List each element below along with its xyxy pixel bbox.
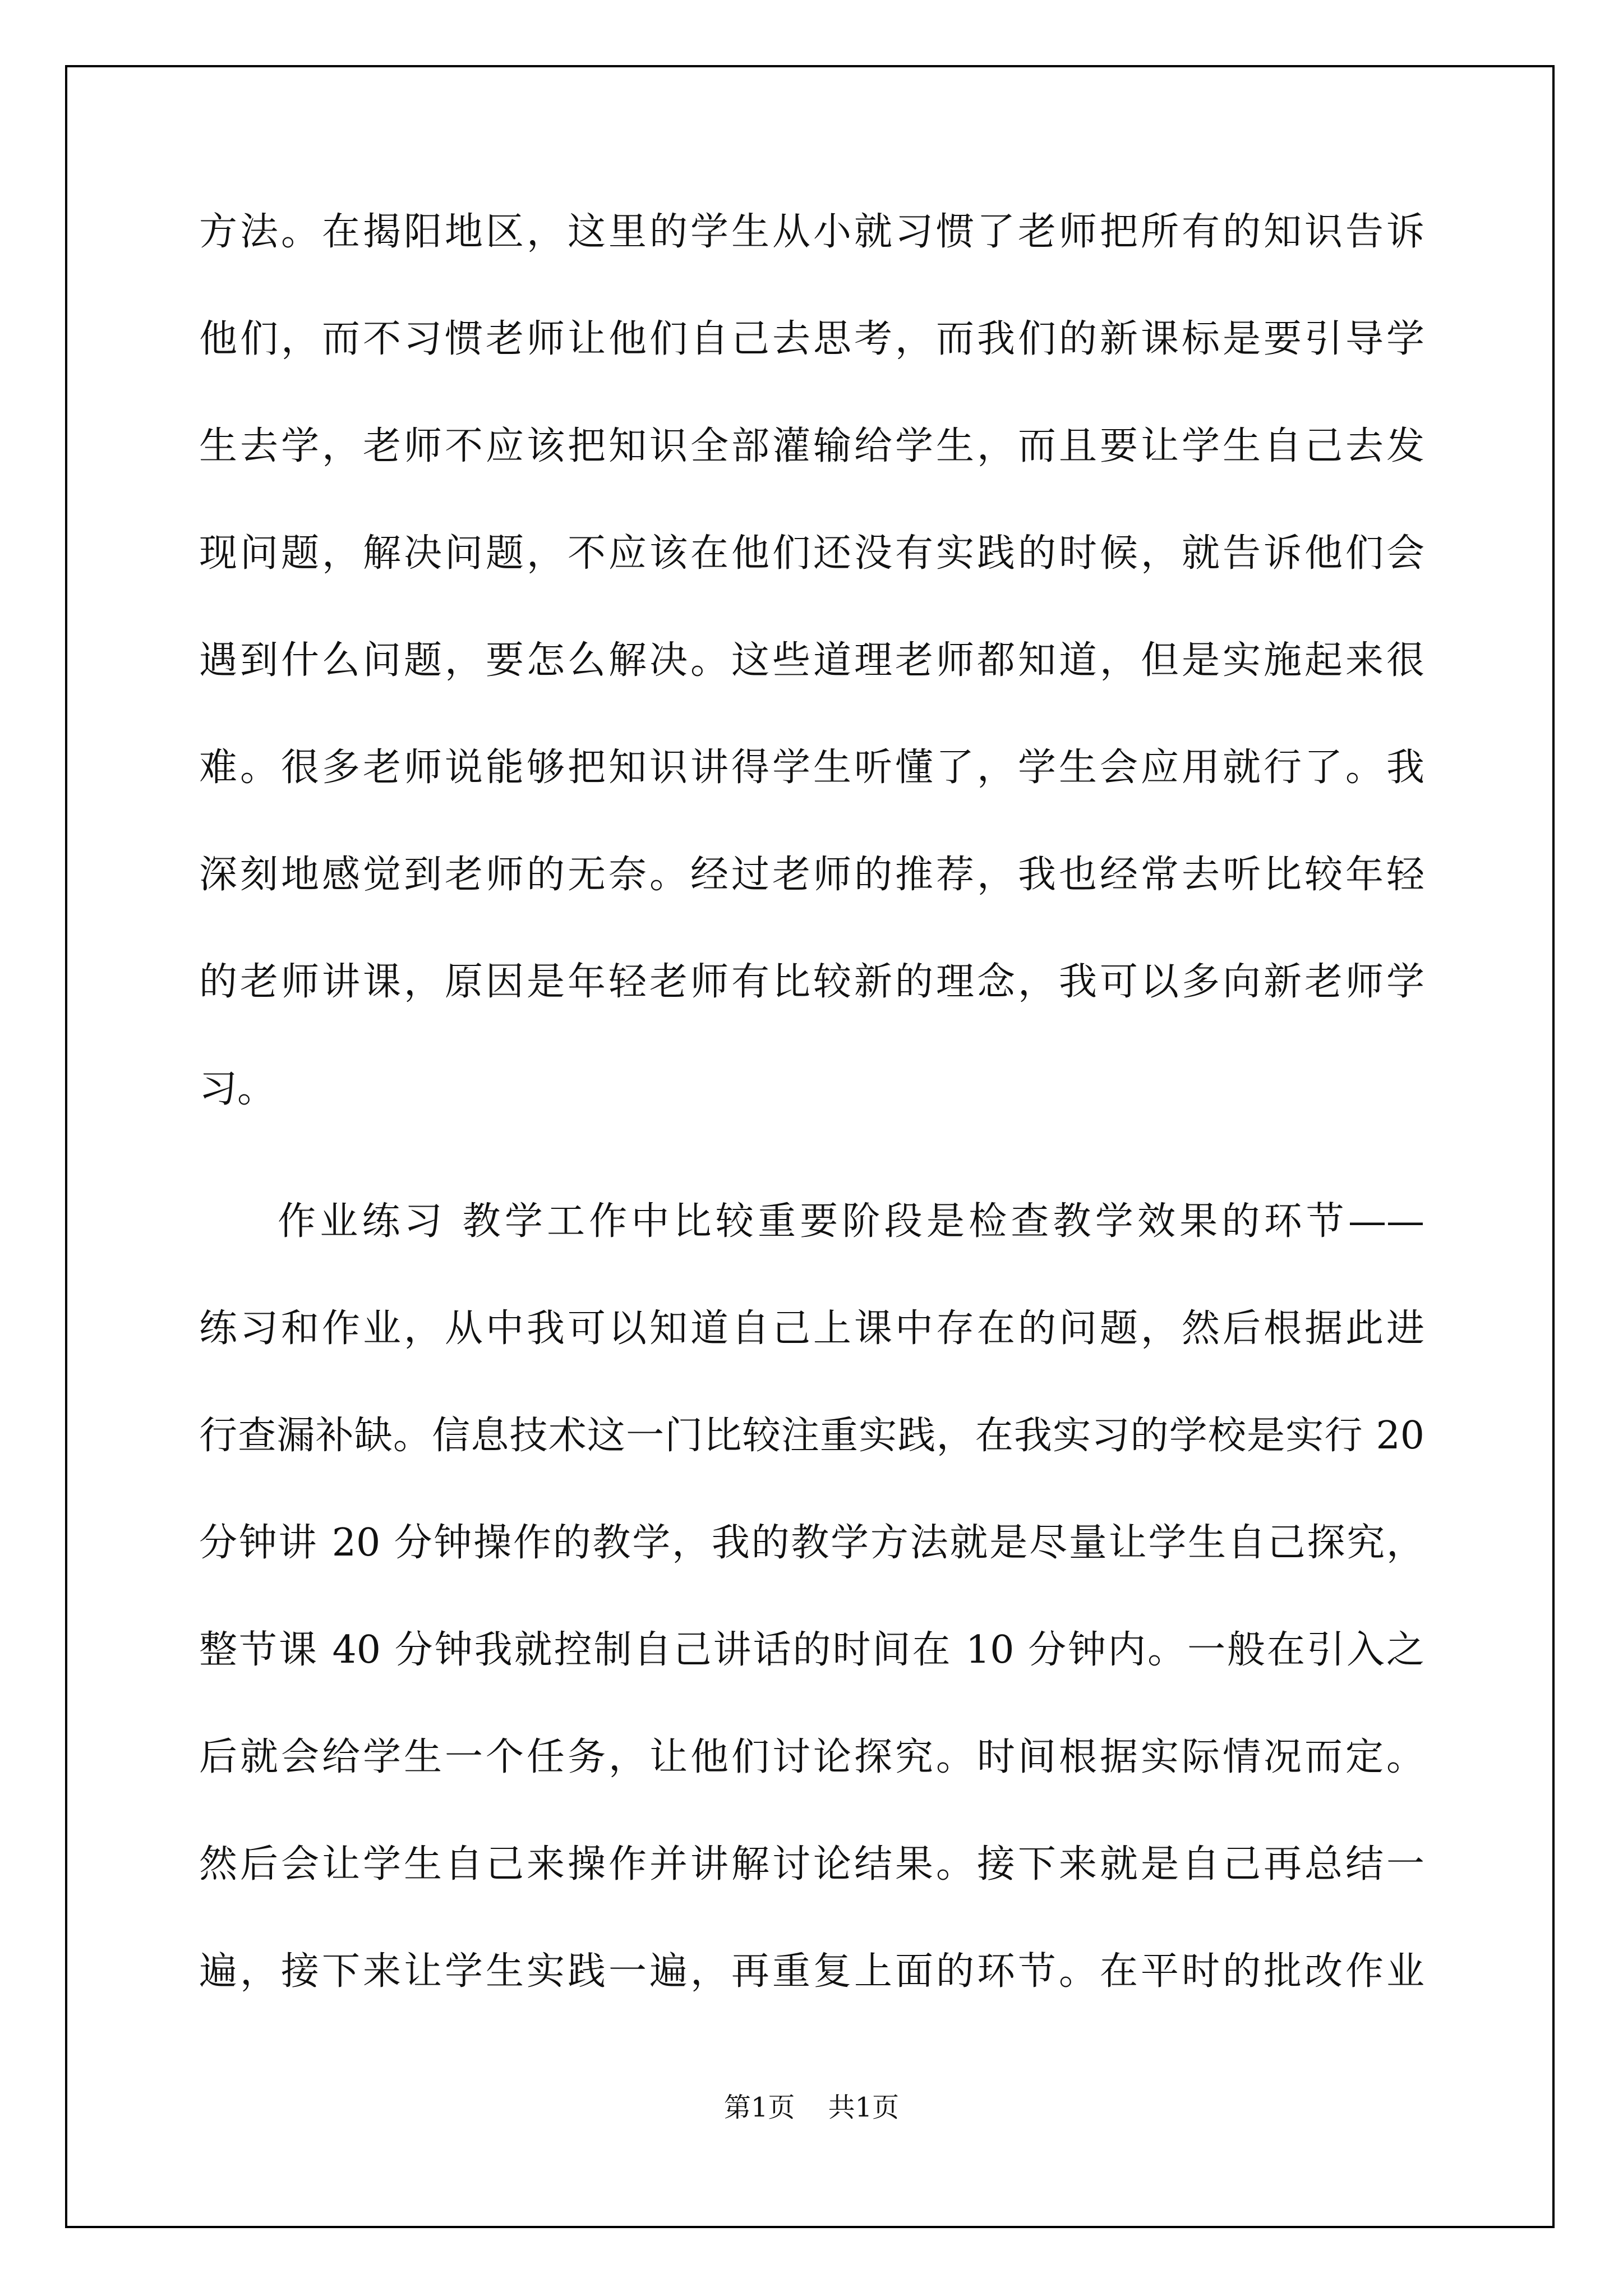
page-total: 共1页: [828, 2092, 900, 2123]
paragraph-2: [199, 1199, 1424, 2060]
text-line: 难。很多老师说能够把知识讲得学生听懂了，学生会应用就行了。我: [199, 746, 1424, 790]
text-line: 的老师讲课，原因是年轻老师有比较新的理念，我可以多向新老师学: [199, 960, 1424, 1004]
text-line: 然后会让学生自己来操作并讲解讨论结果。接下来就是自己再总结一: [199, 1842, 1424, 1887]
document-body: [199, 210, 1424, 2060]
text-line: 习。: [199, 1067, 276, 1111]
page-footer: [0, 2086, 1623, 2124]
text-line: 分钟讲 20 分钟操作的教学，我的教学方法就是尽量让学生自己探究，: [199, 1521, 1424, 1565]
text-line: 深刻地感觉到老师的无奈。经过老师的推荐，我也经常去听比较年轻: [199, 853, 1424, 897]
text-line: 遍，接下来让学生实践一遍，再重复上面的环节。在平时的批改作业: [199, 1949, 1424, 1994]
text-line: 作业练习 教学工作中比较重要阶段是检查教学效果的环节——: [278, 1199, 1424, 1244]
paragraph-1: [199, 210, 1424, 1177]
text-line: 遇到什么问题，要怎么解决。这些道理老师都知道，但是实施起来很: [199, 638, 1424, 683]
text-line: 整节课 40 分钟我就控制自己讲话的时间在 10 分钟内。一般在引入之: [199, 1628, 1424, 1672]
text-line: 方法。在揭阳地区，这里的学生从小就习惯了老师把所有的知识告诉: [199, 210, 1424, 254]
page-number: 第1页: [723, 2092, 795, 2123]
text-line: 他们，而不习惯老师让他们自己去思考，而我们的新课标是要引导学: [199, 317, 1424, 361]
text-line: 后就会给学生一个任务，让他们讨论探究。时间根据实际情况而定。: [199, 1735, 1424, 1779]
text-line: 行查漏补缺。信息技术这一门比较注重实践，在我实习的学校是实行 20: [199, 1414, 1424, 1458]
text-line: 练习和作业，从中我可以知道自己上课中存在的问题，然后根据此进: [199, 1306, 1424, 1351]
text-line: 生去学，老师不应该把知识全部灌输给学生，而且要让学生自己去发: [199, 424, 1424, 468]
text-line: 现问题，解决问题，不应该在他们还没有实践的时候，就告诉他们会: [199, 531, 1424, 576]
